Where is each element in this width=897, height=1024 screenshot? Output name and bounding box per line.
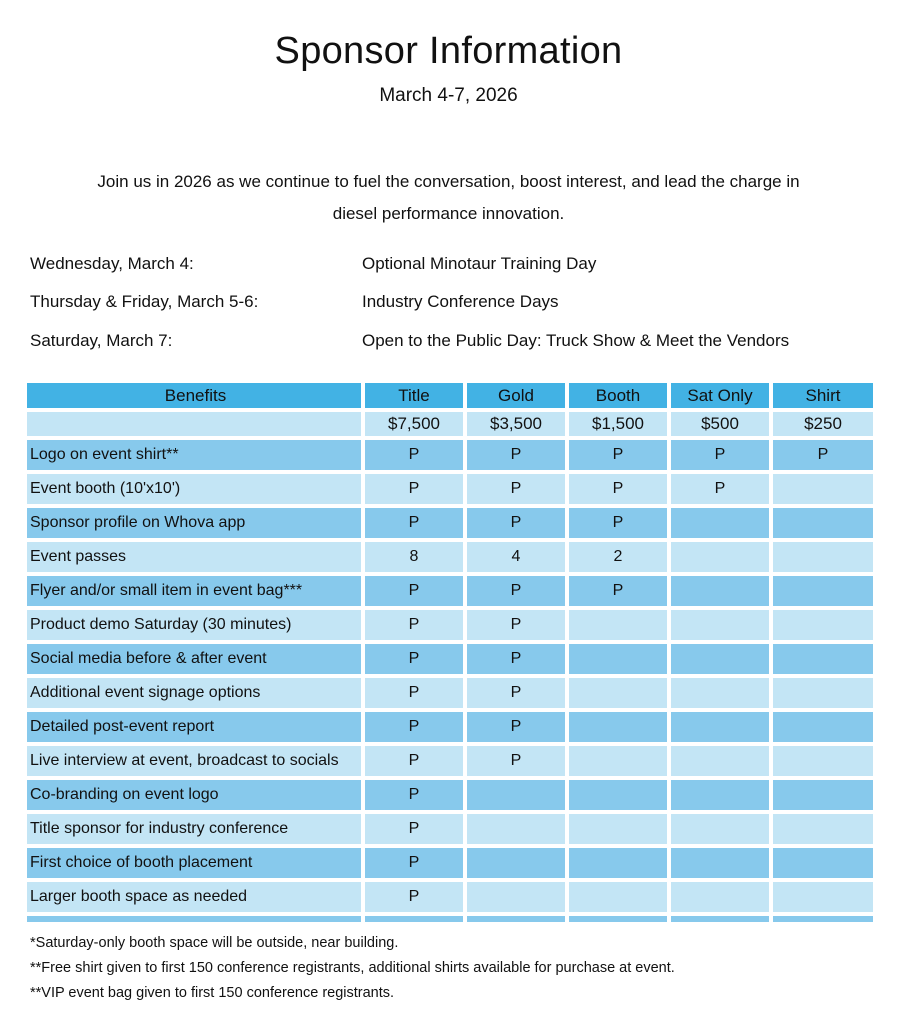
tail-cell (569, 916, 667, 922)
benefit-cell (467, 848, 565, 878)
benefit-cell (773, 542, 873, 572)
benefit-cell (773, 712, 873, 742)
benefit-cell: P (467, 644, 565, 674)
column-header-shirt: Shirt (773, 383, 873, 408)
benefit-cell (569, 746, 667, 776)
benefit-cell: 4 (467, 542, 565, 572)
benefit-cell: P (365, 610, 463, 640)
benefit-label: Social media before & after event (27, 644, 361, 674)
table-row (27, 508, 873, 538)
benefit-cell: P (671, 474, 769, 504)
benefit-cell (569, 848, 667, 878)
benefit-label: Additional event signage options (27, 678, 361, 708)
benefit-label: Co-branding on event logo (27, 780, 361, 810)
benefit-cell (467, 814, 565, 844)
table-tail-row (27, 916, 873, 922)
benefit-cell (671, 882, 769, 912)
benefit-cell (773, 474, 873, 504)
benefit-cell: P (467, 576, 565, 606)
table-header-row (27, 383, 873, 408)
benefit-cell (671, 576, 769, 606)
benefit-cell: P (365, 576, 463, 606)
column-header-title: Title (365, 383, 463, 408)
tail-cell (467, 916, 565, 922)
table-row (27, 712, 873, 742)
schedule-day: Saturday, March 7: (30, 331, 173, 350)
benefit-cell: P (467, 610, 565, 640)
benefit-cell: P (467, 712, 565, 742)
column-header-sat-only: Sat Only (671, 383, 769, 408)
table-row (27, 644, 873, 674)
schedule-event: Optional Minotaur Training Day (362, 254, 597, 273)
benefit-cell (569, 814, 667, 844)
benefit-cell (773, 610, 873, 640)
benefit-cell (467, 882, 565, 912)
price-row (27, 412, 873, 436)
benefit-cell: P (365, 440, 463, 470)
benefit-cell: P (365, 678, 463, 708)
benefit-cell: P (467, 678, 565, 708)
event-dates: March 4-7, 2026 (379, 85, 518, 106)
tail-cell (773, 916, 873, 922)
benefit-cell: P (773, 440, 873, 470)
benefit-cell: P (365, 814, 463, 844)
benefit-cell: P (467, 474, 565, 504)
benefit-cell: P (569, 474, 667, 504)
benefit-cell (773, 882, 873, 912)
benefit-label: Logo on event shirt** (27, 440, 361, 470)
footnote-1: *Saturday-only booth space will be outside, near building. (30, 935, 399, 951)
table-row (27, 610, 873, 640)
price-cell (27, 412, 361, 436)
benefit-label: Event passes (27, 542, 361, 572)
benefit-cell (773, 508, 873, 538)
benefit-cell (773, 814, 873, 844)
benefit-cell: P (365, 474, 463, 504)
benefit-cell (773, 576, 873, 606)
table-row (27, 780, 873, 810)
price-cell: $1,500 (569, 412, 667, 436)
benefit-cell: P (365, 508, 463, 538)
table-row (27, 440, 873, 470)
benefit-cell (569, 882, 667, 912)
benefit-cell: P (467, 508, 565, 538)
price-cell: $7,500 (365, 412, 463, 436)
benefit-label: Title sponsor for industry conference (27, 814, 361, 844)
table-row (27, 882, 873, 912)
table-row (27, 814, 873, 844)
benefit-cell: P (569, 576, 667, 606)
benefit-cell (671, 746, 769, 776)
column-header-gold: Gold (467, 383, 565, 408)
benefit-label: Live interview at event, broadcast to socials (27, 746, 361, 776)
tail-cell (365, 916, 463, 922)
column-header-booth: Booth (569, 383, 667, 408)
benefit-cell (671, 712, 769, 742)
schedule-event: Industry Conference Days (362, 292, 559, 311)
price-cell: $250 (773, 412, 873, 436)
table-row (27, 576, 873, 606)
benefit-cell (569, 644, 667, 674)
footnote-2: **Free shirt given to first 150 conference registrants, additional shirts available for purchase at event. (30, 960, 675, 976)
footnote-3: **VIP event bag given to first 150 conference registrants. (30, 985, 395, 1001)
intro-line-1: Join us in 2026 as we continue to fuel the conversation, boost interest, and lead the charge in (97, 172, 800, 191)
benefit-cell: P (365, 644, 463, 674)
table-row (27, 474, 873, 504)
benefit-cell: P (365, 746, 463, 776)
column-header-benefits: Benefits (27, 383, 361, 408)
benefit-cell: P (569, 508, 667, 538)
benefit-cell: P (365, 780, 463, 810)
benefit-cell (569, 712, 667, 742)
tail-cell (671, 916, 769, 922)
benefit-cell (773, 746, 873, 776)
benefit-cell: P (467, 746, 565, 776)
benefit-cell (671, 542, 769, 572)
benefit-label: Product demo Saturday (30 minutes) (27, 610, 361, 640)
benefit-label: Sponsor profile on Whova app (27, 508, 361, 538)
benefit-cell: P (365, 712, 463, 742)
benefit-cell: 8 (365, 542, 463, 572)
table-row (27, 678, 873, 708)
benefit-label: Detailed post-event report (27, 712, 361, 742)
benefit-cell (671, 848, 769, 878)
price-cell: $500 (671, 412, 769, 436)
benefits-table (23, 379, 877, 926)
benefit-label: First choice of booth placement (27, 848, 361, 878)
table-row (27, 542, 873, 572)
page-title: Sponsor Information (274, 30, 623, 72)
table-row (27, 746, 873, 776)
benefit-cell (671, 780, 769, 810)
benefit-cell: P (569, 440, 667, 470)
benefit-cell (773, 780, 873, 810)
benefit-cell (773, 678, 873, 708)
benefit-cell: P (365, 848, 463, 878)
benefit-cell: P (671, 440, 769, 470)
schedule-day: Thursday & Friday, March 5-6: (30, 292, 259, 311)
schedule-day: Wednesday, March 4: (30, 254, 194, 273)
benefit-label: Flyer and/or small item in event bag*** (27, 576, 361, 606)
benefit-cell (671, 508, 769, 538)
table-row (27, 848, 873, 878)
benefit-cell (671, 814, 769, 844)
benefit-cell (569, 780, 667, 810)
tail-cell (27, 916, 361, 922)
benefit-cell (467, 780, 565, 810)
benefit-cell: P (467, 440, 565, 470)
intro-line-2: diesel performance innovation. (332, 204, 565, 223)
benefit-cell: 2 (569, 542, 667, 572)
benefit-cell (773, 848, 873, 878)
benefit-cell (569, 610, 667, 640)
schedule-event: Open to the Public Day: Truck Show & Meet the Vendors (362, 331, 790, 350)
benefit-label: Event booth (10'x10') (27, 474, 361, 504)
benefit-cell (671, 644, 769, 674)
intro-paragraph (60, 166, 837, 230)
benefit-label: Larger booth space as needed (27, 882, 361, 912)
benefit-cell (671, 610, 769, 640)
price-cell: $3,500 (467, 412, 565, 436)
benefit-cell (569, 678, 667, 708)
benefit-cell (671, 678, 769, 708)
benefit-cell (773, 644, 873, 674)
benefit-cell: P (365, 882, 463, 912)
